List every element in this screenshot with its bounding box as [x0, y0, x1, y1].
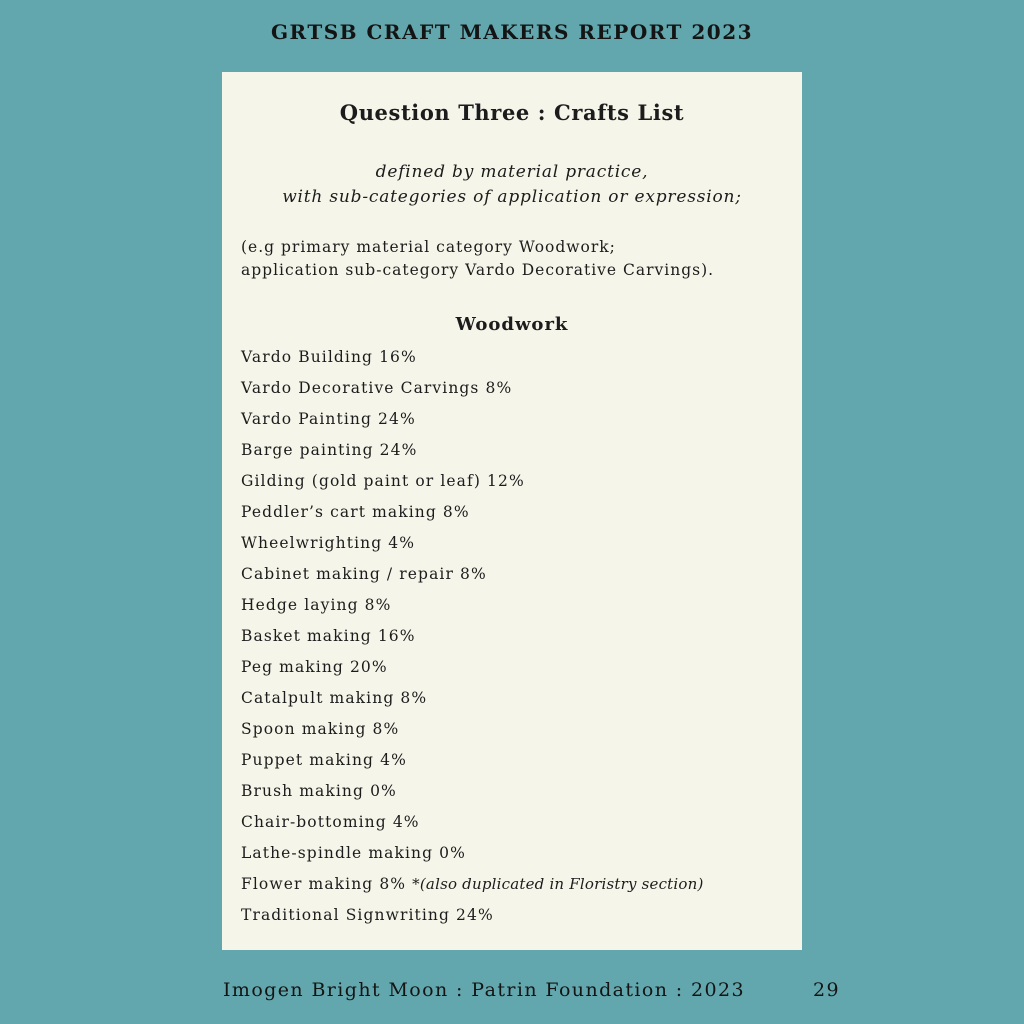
- example-line-2: application sub-category Vardo Decorative Carvings).: [241, 261, 715, 279]
- craft-note: *(also duplicated in Floristry section): [412, 875, 704, 893]
- footer: [0, 979, 1024, 1007]
- list-item: [241, 404, 796, 435]
- intro-line-1: defined by material practice,: [375, 162, 649, 182]
- list-item: [241, 528, 796, 559]
- list-item: [241, 497, 796, 528]
- craft-label: Brush making 0%: [241, 782, 397, 800]
- list-item: [241, 342, 796, 373]
- section-heading-woodwork: Woodwork: [455, 314, 569, 335]
- craft-label: Gilding (gold paint or leaf) 12%: [241, 472, 525, 490]
- list-item: [241, 869, 796, 900]
- craft-label: Lathe-spindle making 0%: [241, 844, 466, 862]
- list-item: [241, 559, 796, 590]
- craft-label: Vardo Building 16%: [241, 348, 417, 366]
- example-line-1: (e.g primary material category Woodwork;: [241, 238, 616, 256]
- list-item: [241, 807, 796, 838]
- list-item: [241, 900, 796, 931]
- craft-label: Peg making 20%: [241, 658, 388, 676]
- craft-label: Puppet making 4%: [241, 751, 407, 769]
- content-card: [222, 72, 802, 950]
- craft-label: Traditional Signwriting 24%: [241, 906, 494, 924]
- craft-label: Flower making 8%: [241, 875, 407, 893]
- craft-label: Catalpult making 8%: [241, 689, 428, 707]
- list-item: [241, 466, 796, 497]
- list-item: [241, 652, 796, 683]
- craft-label: Chair-bottoming 4%: [241, 813, 420, 831]
- list-item: [241, 683, 796, 714]
- craft-label: Vardo Painting 24%: [241, 410, 416, 428]
- craft-label: Vardo Decorative Carvings 8%: [241, 379, 513, 397]
- craft-list: [241, 342, 796, 931]
- list-item: [241, 776, 796, 807]
- craft-label: Wheelwrighting 4%: [241, 534, 416, 552]
- craft-label: Hedge laying 8%: [241, 596, 392, 614]
- list-item: [241, 621, 796, 652]
- list-item: [241, 714, 796, 745]
- list-item: [241, 435, 796, 466]
- craft-label: Basket making 16%: [241, 627, 416, 645]
- intro-text: [222, 160, 802, 210]
- craft-label: Cabinet making / repair 8%: [241, 565, 487, 583]
- craft-label: Peddler’s cart making 8%: [241, 503, 470, 521]
- list-item: [241, 838, 796, 869]
- craft-label: Spoon making 8%: [241, 720, 400, 738]
- page-number: 29: [813, 979, 840, 1001]
- question-title: Question Three : Crafts List: [339, 100, 685, 125]
- list-item: [241, 590, 796, 621]
- report-title: GRTSB CRAFT MAKERS REPORT 2023: [270, 20, 754, 44]
- example-text: [241, 236, 791, 282]
- intro-line-2: with sub-categories of application or expression;: [282, 187, 742, 207]
- list-item: [241, 745, 796, 776]
- craft-label: Barge painting 24%: [241, 441, 418, 459]
- list-item: [241, 373, 796, 404]
- footer-credit: Imogen Bright Moon : Patrin Foundation : 2023: [223, 979, 745, 1001]
